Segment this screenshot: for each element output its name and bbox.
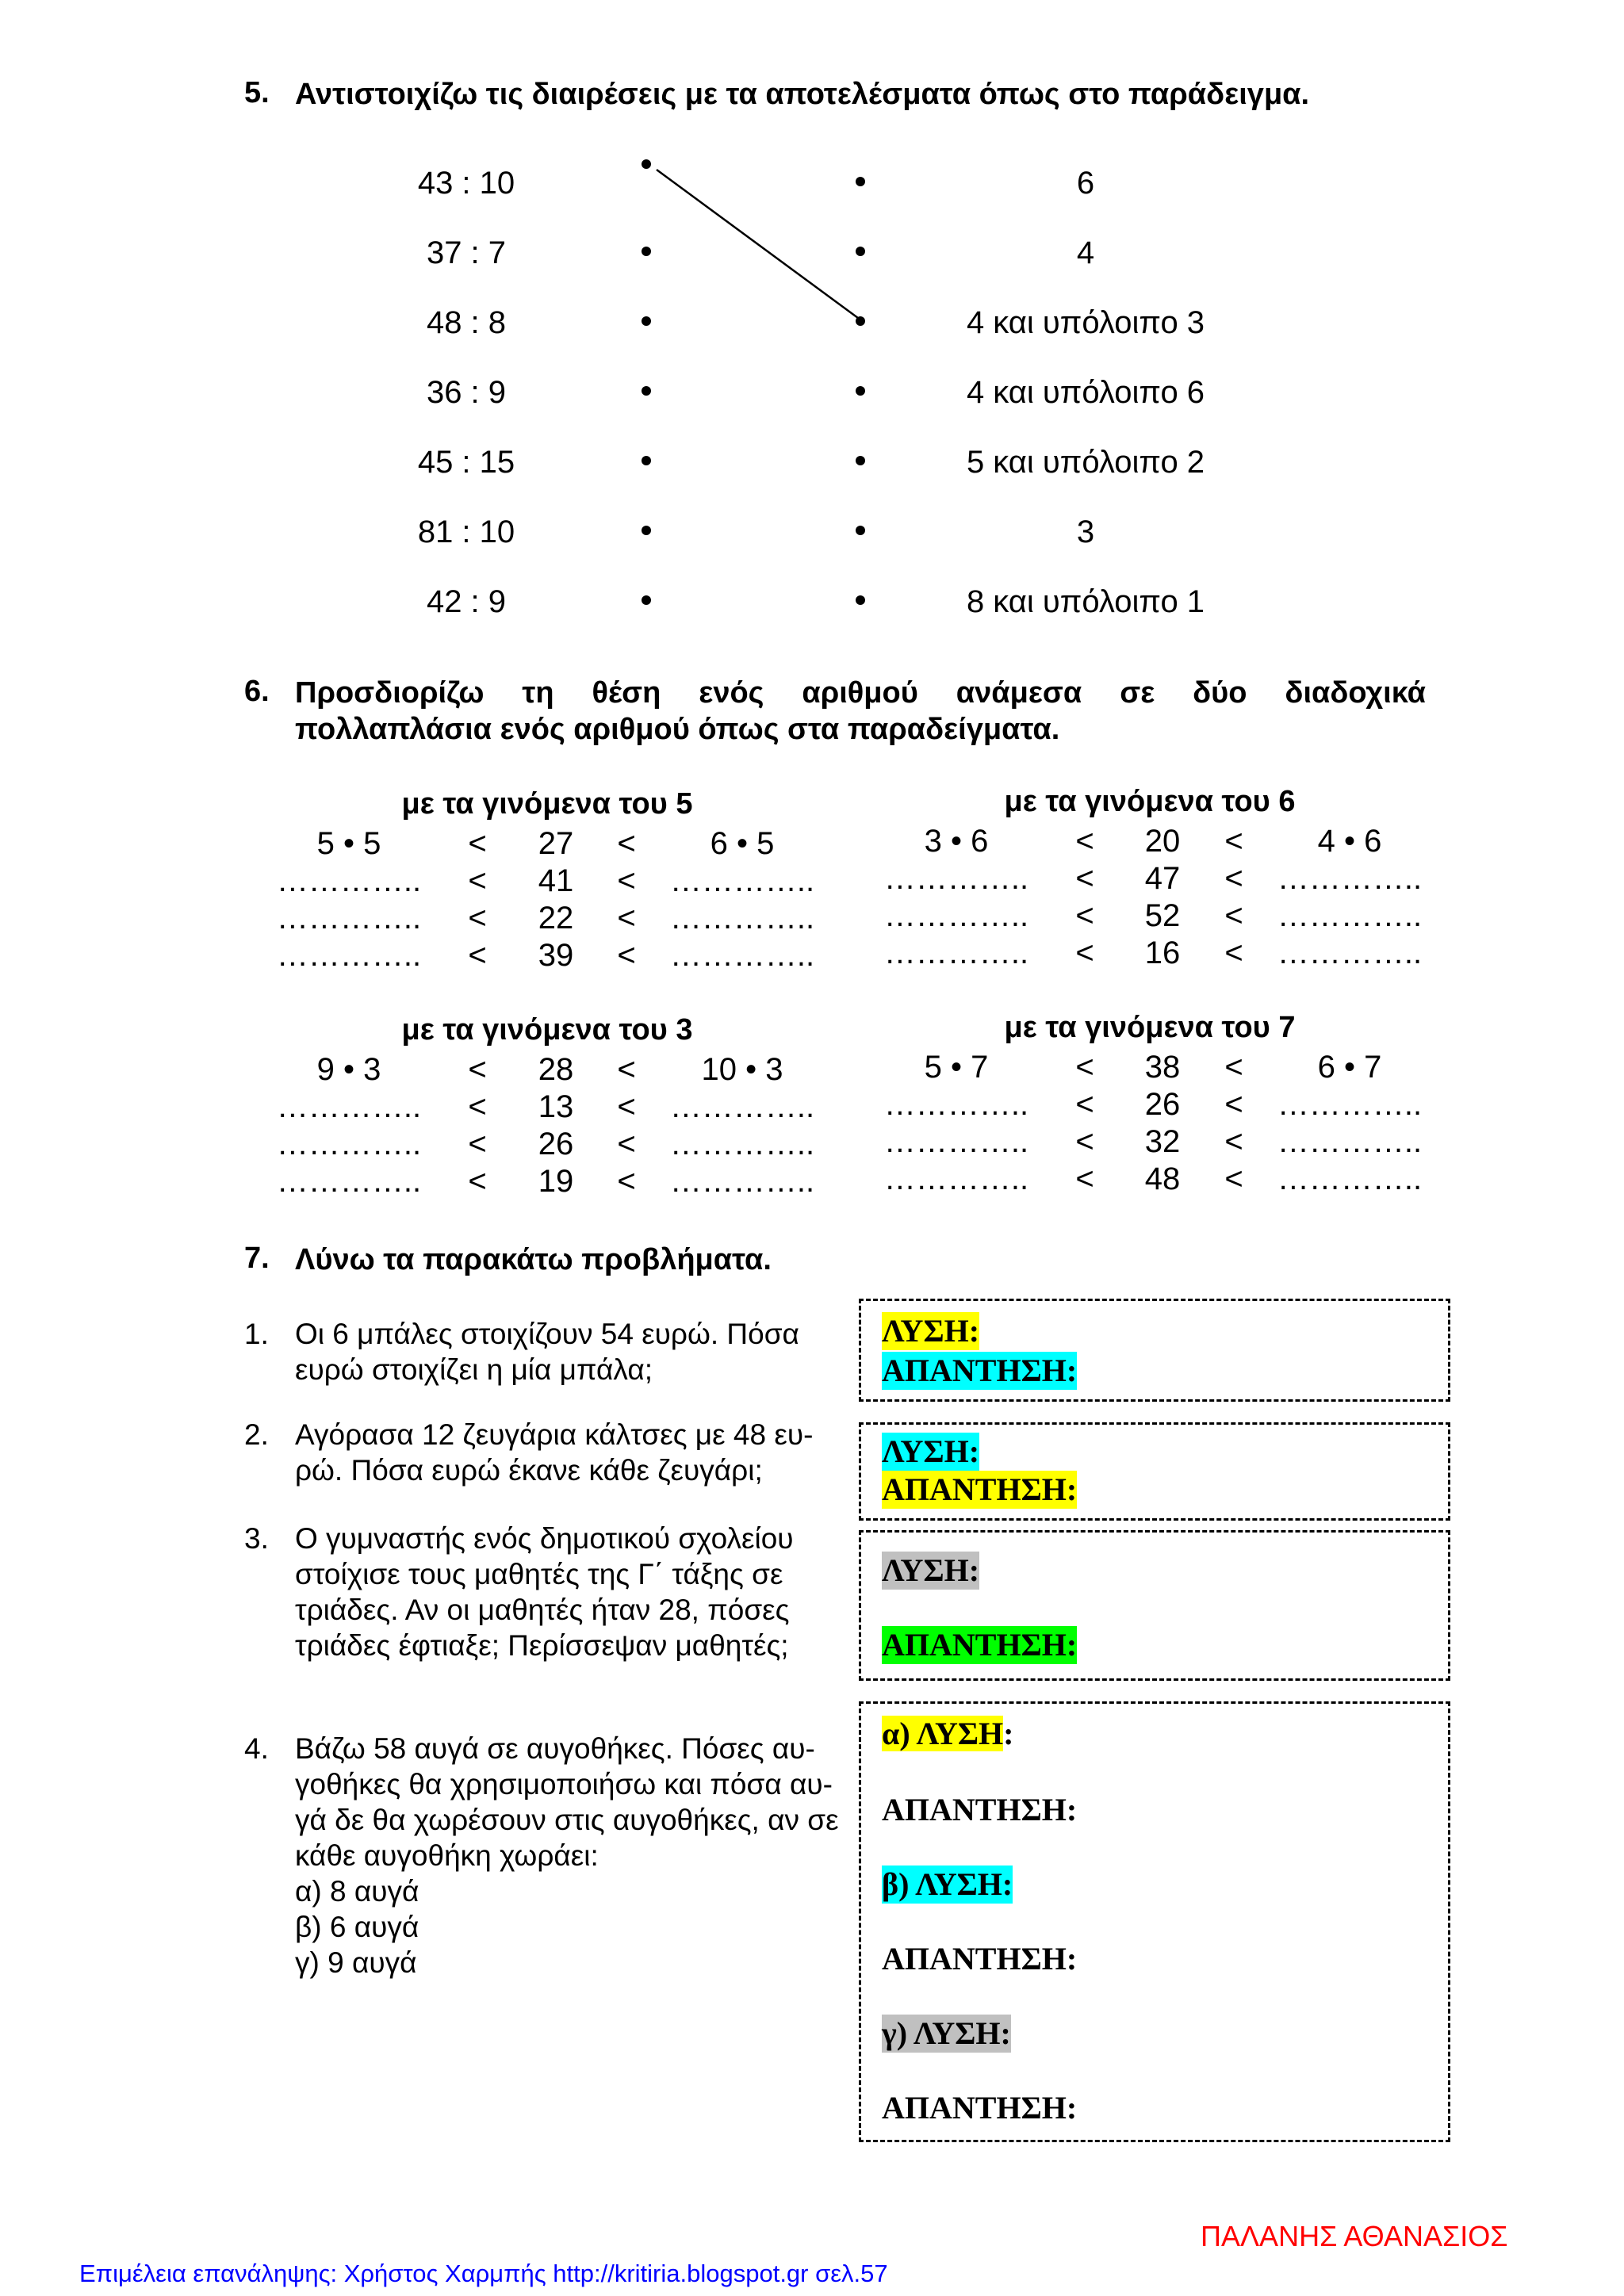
g7-r1-lt1: < [1075,1050,1094,1085]
problem-4-option-c: γ) 9 αυγά [295,1946,417,1979]
g5-r4-lt2: < [617,938,636,973]
footer-credit: Επιμέλεια επανάληψης: Χρήστος Χαρμπής http://kritiria.blogspot.gr σελ.57 [79,2260,888,2287]
g7-r4-lt1: < [1075,1161,1094,1196]
answer-label-4a: ΑΠΑΝΤΗΣΗ: [882,1792,1078,1827]
g6-r2-number: 47 [1144,861,1181,896]
g5-r1-upper: 6 • 5 [710,826,775,861]
g3-r1-lt2: < [617,1052,636,1087]
answer-label-1: ΑΠΑΝΤΗΣΗ: [882,1353,1078,1388]
group-heading-6: με τα γινόμενα του 6 [1004,785,1296,818]
g5-r3-lt2: < [617,901,636,936]
g7-r3-lt1: < [1075,1124,1094,1159]
answer-box-3[interactable] [859,1530,1450,1681]
result-2: 4 [1076,235,1095,270]
g5-r3-upper[interactable]: ………….. [669,901,815,936]
g7-r4-lt2: < [1224,1161,1243,1196]
g3-r1-number: 28 [538,1052,574,1087]
g7-r4-lower[interactable]: ………….. [883,1161,1029,1196]
solution-label-4c: γ) ΛΥΣΗ: [882,2015,1011,2051]
exercise-7-number: 7. [244,1242,270,1275]
g5-r2-upper[interactable]: ………….. [669,863,815,898]
exercise-7-title: Λύνω τα παρακάτω προβλήματα. [295,1243,772,1276]
g5-r1-lt1: < [468,826,487,861]
example-match-line [0,0,1624,714]
problem-4-number: 4. [244,1732,269,1765]
problem-4-option-a: α) 8 αυγά [295,1875,419,1908]
g6-r3-upper[interactable]: ………….. [1277,898,1423,933]
solution-label-4a-colon: : [1003,1716,1014,1751]
g5-r2-lt2: < [617,863,636,898]
g7-r4-upper[interactable]: ………….. [1277,1161,1423,1196]
exercise-6-title-line-2: πολλαπλάσια ενός αριθμού όπως στα παραδείγματα. [295,713,1060,746]
g7-r3-upper[interactable]: ………….. [1277,1124,1423,1159]
problem-3-number: 3. [244,1522,269,1555]
g7-r2-upper[interactable]: ………….. [1277,1087,1423,1122]
g5-r3-number: 22 [538,901,574,936]
solution-label-4a: α) ΛΥΣΗ [882,1716,1004,1751]
g6-r2-lt2: < [1224,861,1243,896]
g3-r3-lt1: < [468,1127,487,1161]
result-1: 6 [1076,166,1095,201]
problem-1-line-1: Οι 6 μπάλες στοιχίζουν 54 ευρώ. Πόσα [295,1318,799,1350]
answer-box-4[interactable] [859,1701,1450,2142]
g7-r4-number: 48 [1144,1161,1181,1196]
problem-3-line-3: τριάδες. Αν οι μαθητές ήταν 28, πόσες [295,1594,790,1626]
exercise-6-number: 6. [244,675,270,708]
problem-4-line-1: Βάζω 58 αυγά σε αυγοθήκες. Πόσες αυ- [295,1732,815,1765]
division-6: 81 : 10 [417,515,515,549]
problem-4-line-2: γοθήκες θα χρησιμοποιήσω και πόσα αυ- [295,1768,833,1800]
answer-label-4c: ΑΠΑΝΤΗΣΗ: [882,2090,1078,2126]
problem-3-line-1: Ο γυμναστής ενός δημοτικού σχολείου [295,1522,794,1555]
g6-r3-lt2: < [1224,898,1243,933]
g7-r1-upper: 6 • 7 [1317,1050,1382,1085]
g6-r3-lower[interactable]: ………….. [883,898,1029,933]
g3-r4-number: 19 [538,1164,574,1199]
answer-box-1[interactable] [859,1299,1450,1402]
group-heading-5: με τα γινόμενα του 5 [401,787,693,821]
g7-r2-lt1: < [1075,1087,1094,1122]
g5-r4-number: 39 [538,938,574,973]
g3-r1-lt1: < [468,1052,487,1087]
g6-r3-lt1: < [1075,898,1094,933]
division-4: 36 : 9 [426,375,507,410]
g6-r4-upper[interactable]: ………….. [1277,936,1423,970]
g6-r4-number: 16 [1144,936,1181,970]
result-6: 3 [1076,515,1095,549]
exercise-5-title: Αντιστοιχίζω τις διαιρέσεις με τα αποτελέσματα όπως στο παράδειγμα. [295,78,1310,111]
g3-r4-lt1: < [468,1164,487,1199]
g3-r4-lower[interactable]: ………….. [276,1164,422,1199]
g3-r3-lt2: < [617,1127,636,1161]
g3-r4-lt2: < [617,1164,636,1199]
exercise-5-number: 5. [244,76,270,109]
division-7: 42 : 9 [426,584,507,619]
g5-r3-lower[interactable]: ………….. [276,901,422,936]
g6-r3-number: 52 [1144,898,1181,933]
result-7: 8 και υπόλοιπο 1 [966,584,1205,619]
problem-4-option-b: β) 6 αυγά [295,1911,419,1943]
problem-1-line-2: ευρώ στοιχίζει η μία μπάλα; [295,1353,653,1386]
g6-r1-lower: 3 • 6 [924,824,989,859]
g3-r2-number: 13 [538,1089,574,1124]
result-3: 4 και υπόλοιπο 3 [966,305,1205,340]
g3-r2-lower[interactable]: ………….. [276,1089,422,1124]
g7-r2-lt2: < [1224,1087,1243,1122]
g5-r1-lower: 5 • 5 [316,826,381,861]
g6-r2-upper[interactable]: ………….. [1277,861,1423,896]
answer-label-4b: ΑΠΑΝΤΗΣΗ: [882,1941,1078,1976]
g6-r4-lower[interactable]: ………….. [883,936,1029,970]
solution-label-2: ΛΥΣΗ: [882,1433,980,1469]
group-heading-3: με τα γινόμενα του 3 [401,1013,693,1047]
division-3: 48 : 8 [426,305,507,340]
g6-r1-number: 20 [1144,824,1181,859]
g5-r2-lower[interactable]: ………….. [276,863,422,898]
g7-r1-number: 38 [1144,1050,1181,1085]
g5-r4-lower[interactable]: ………….. [276,938,422,973]
g3-r4-upper[interactable]: ………….. [669,1164,815,1199]
g3-r3-upper[interactable]: ………….. [669,1127,815,1161]
division-2: 37 : 7 [426,235,507,270]
g5-r2-lt1: < [468,863,487,898]
division-5: 45 : 15 [417,445,515,480]
g3-r2-lt2: < [617,1089,636,1124]
g6-r1-lt1: < [1075,824,1094,859]
problem-2-line-1: Αγόρασα 12 ζευγάρια κάλτσες με 48 ευ- [295,1418,814,1451]
g6-r1-lt2: < [1224,824,1243,859]
problem-4-line-4: κάθε αυγοθήκη χωράει: [295,1839,599,1872]
group-heading-7: με τα γινόμενα του 7 [1004,1011,1296,1044]
solution-label-3: ΛΥΣΗ: [882,1552,980,1588]
answer-box-2[interactable] [859,1422,1450,1521]
problem-4-line-3: γά δε θα χωρέσουν στις αυγοθήκες, αν σε [295,1804,839,1836]
g3-r2-lt1: < [468,1089,487,1124]
g5-r2-number: 41 [538,863,574,898]
g5-r3-lt1: < [468,901,487,936]
g3-r2-upper[interactable]: ………….. [669,1089,815,1124]
g3-r3-lower[interactable]: ………….. [276,1127,422,1161]
g7-r2-number: 26 [1144,1087,1181,1122]
g3-r3-number: 26 [538,1127,574,1161]
g3-r1-upper: 10 • 3 [701,1052,783,1087]
g5-r1-number: 27 [538,826,574,861]
g7-r3-lower[interactable]: ………….. [883,1124,1029,1159]
g7-r3-lt2: < [1224,1124,1243,1159]
g6-r1-upper: 4 • 6 [1317,824,1382,859]
g5-r4-lt1: < [468,938,487,973]
exercise-6-title-line-1: Προσδιορίζω τη θέση ενός αριθμού ανάμεσα σε δύο διαδοχικά [295,676,1426,710]
g7-r1-lt2: < [1224,1050,1243,1085]
problem-3-line-2: στοίχισε τους μαθητές της Γ΄ τάξης σε [295,1558,783,1590]
solution-label-4b: β) ΛΥΣΗ: [882,1866,1013,1902]
g3-r1-lower: 9 • 3 [316,1052,381,1087]
result-4: 4 και υπόλοιπο 6 [966,375,1205,410]
g6-r4-lt1: < [1075,936,1094,970]
g7-r2-lower[interactable]: ………….. [883,1087,1029,1122]
problem-3-line-4: τριάδες έφτιαξε; Περίσσεψαν μαθητές; [295,1629,789,1662]
g5-r1-lt2: < [617,826,636,861]
g5-r4-upper[interactable]: ………….. [669,938,815,973]
g7-r3-number: 32 [1144,1124,1181,1159]
solution-label-1: ΛΥΣΗ: [882,1313,980,1349]
answer-label-2: ΑΠΑΝΤΗΣΗ: [882,1471,1078,1507]
division-1: 43 : 10 [417,166,515,201]
answer-label-3: ΑΠΑΝΤΗΣΗ: [882,1627,1078,1663]
problem-1-number: 1. [244,1318,269,1350]
author-name: ΠΑΛΑΝΗΣ ΑΘΑΝΑΣΙΟΣ [1201,2220,1508,2252]
result-5: 5 και υπόλοιπο 2 [966,445,1205,480]
problem-2-line-2: ρώ. Πόσα ευρώ έκανε κάθε ζευγάρι; [295,1454,763,1487]
problem-2-number: 2. [244,1418,269,1451]
g6-r4-lt2: < [1224,936,1243,970]
g7-r1-lower: 5 • 7 [924,1050,989,1085]
g6-r2-lt1: < [1075,861,1094,896]
solution-label-4a-wrap [882,1715,1013,1753]
g6-r2-lower[interactable]: ………….. [883,861,1029,896]
